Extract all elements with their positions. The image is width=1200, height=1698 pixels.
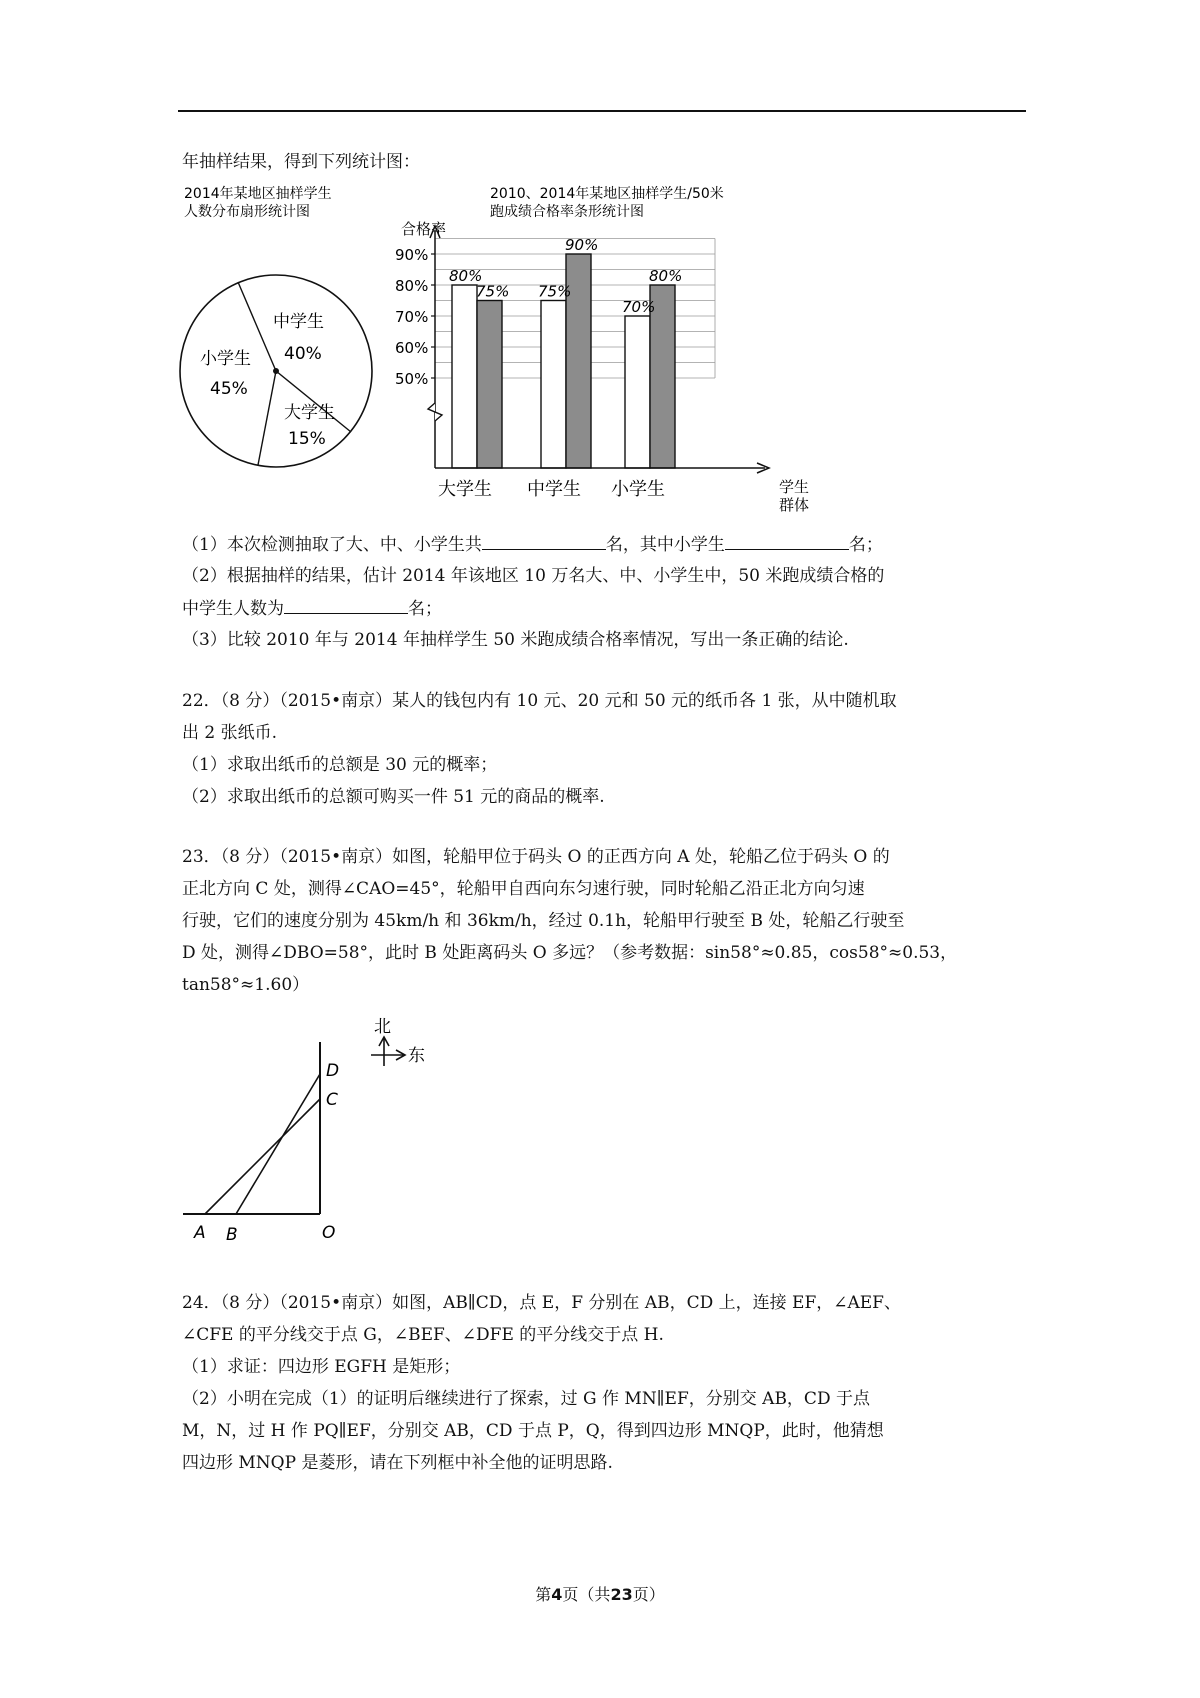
bar-category-label: 大学生 <box>438 479 492 500</box>
pie-label-primary-school: 小学生 <box>200 349 251 369</box>
q22-part2: （2）求取出纸币的总额可购买一件 51 元的商品的概率. <box>182 787 605 807</box>
point-D-label: D <box>326 1061 340 1081</box>
bar-axis-break <box>428 403 442 421</box>
bar-xlabel-line1: 学生 <box>779 478 810 496</box>
page-footer <box>0 1582 1200 1605</box>
q21-part2-line2 <box>182 597 442 620</box>
pie-percent-middle-school: 40% <box>284 344 322 364</box>
q21-part1-c: 名； <box>848 535 883 555</box>
q21-part1-a: （1）本次检测抽取了大、中、小学生共 <box>182 535 482 555</box>
footer-total-pages: 23 <box>610 1585 633 1604</box>
pie-chart <box>178 180 388 470</box>
q23-line3: 行驶，它们的速度分别为 45km/h 和 36km/h，经过 0.1h，轮船甲行驶至 B 处，轮船乙行驶至 <box>182 911 905 931</box>
q21-part1 <box>182 533 883 556</box>
q21-part2-line1: （2）根据抽样的结果，估计 2014 年该地区 10 万名大、中、小学生中，50 米跑成绩合格的 <box>182 566 885 586</box>
footer-page-number: 4 <box>551 1585 563 1604</box>
bar-data-label: 80% <box>449 267 483 285</box>
bar-0-0 <box>452 285 477 468</box>
footer-prefix: 第 <box>535 1585 552 1604</box>
bar-data-label: 75% <box>538 282 572 301</box>
q21-part2-b: 名； <box>408 599 442 619</box>
q24-line2: ∠CFE 的平分线交于点 G，∠BEF、∠DFE 的平分线交于点 H. <box>182 1325 664 1345</box>
q22-line1: 22．（8 分）（2015•南京）某人的钱包内有 10 元、20 元和 50 元的纸币各 1 张，从中随机取 <box>182 691 897 711</box>
pie-percent-primary-school: 45% <box>210 379 248 399</box>
bar-0-1 <box>477 301 502 469</box>
header-rule <box>178 110 1026 112</box>
bar-title-line2: 跑成绩合格率条形统计图 <box>490 204 644 220</box>
bar-ylabel: 合格率 <box>401 220 447 238</box>
intro-text: 年抽样结果，得到下列统计图： <box>182 152 420 172</box>
bar-chart <box>395 180 835 520</box>
q23-line1: 23．（8 分）（2015•南京）如图，轮船甲位于码头 O 的正西方向 A 处，轮船乙位于码头 O 的 <box>182 847 890 867</box>
bar-data-label: 70% <box>622 298 656 316</box>
bar-data-label: 75% <box>476 282 510 301</box>
line-BD <box>236 1074 320 1214</box>
q23-line5: tan58°≈1.60） <box>182 975 310 995</box>
q21-part3: （3）比较 2010 年与 2014 年抽样学生 50 米跑成绩合格率情况，写出一条正确的结论. <box>182 630 849 650</box>
bar-xlabel-line2: 群体 <box>779 496 810 514</box>
q24-part2-line1: （2）小明在完成（1）的证明后继续进行了探索，过 G 作 MN∥EF，分别交 AB，CD 于点 <box>182 1389 870 1409</box>
bar-ytick-label: 90% <box>395 246 429 264</box>
bar-category-label: 中学生 <box>527 479 581 500</box>
q24-line1: 24．（8 分）（2015•南京）如图，AB∥CD，点 E，F 分别在 AB，CD 上，连接 EF，∠AEF、 <box>182 1293 901 1313</box>
q21-blank-primary[interactable] <box>725 533 849 550</box>
point-A-label: A <box>194 1223 206 1243</box>
footer-mid: 页（共 <box>562 1585 611 1604</box>
q21-part1-b: 名，其中小学生 <box>605 535 725 555</box>
footer-suffix: 页） <box>632 1585 665 1604</box>
q21-blank-middle[interactable] <box>284 597 408 614</box>
pie-title-line1: 2014年某地区抽样学生 <box>184 186 332 202</box>
bar-2-0 <box>625 316 650 468</box>
q24-part2-line2: M，N，过 H 作 PQ∥EF，分别交 AB，CD 于点 P，Q，得到四边形 MNQP，此时，他猜想 <box>182 1421 884 1441</box>
bar-ytick-label: 70% <box>395 308 429 326</box>
q24-part1: （1）求证：四边形 EGFH 是矩形； <box>182 1357 461 1377</box>
q24-part2-line3: 四边形 MNQP 是菱形，请在下列框中补全他的证明思路. <box>182 1453 613 1473</box>
bar-data-label: 80% <box>649 267 683 285</box>
q23-line4: D 处，测得∠DBO=58°，此时 B 处距离码头 O 多远？（参考数据：sin58°≈0.85，cos58°≈0.53， <box>182 943 958 963</box>
point-C-label: C <box>326 1090 338 1110</box>
q22-part1: （1）求取出纸币的总额是 30 元的概率； <box>182 755 498 775</box>
bar-ytick-label: 80% <box>395 277 429 295</box>
q23-figure <box>178 1010 448 1250</box>
pie-center-dot <box>273 368 279 374</box>
point-O-label: O <box>322 1223 336 1243</box>
bar-1-0 <box>541 301 566 469</box>
bar-category-label: 小学生 <box>611 479 665 500</box>
pie-label-middle-school: 中学生 <box>273 312 324 332</box>
bar-ytick-label: 50% <box>395 370 429 388</box>
q21-part2-a: 中学生人数为 <box>182 599 284 619</box>
bar-title-line1: 2010、2014年某地区抽样学生/50米 <box>490 186 724 202</box>
q23-line2: 正北方向 C 处，测得∠CAO=45°，轮船甲自西向东匀速行驶，同时轮船乙沿正北方向匀速 <box>182 879 865 899</box>
pie-label-university: 大学生 <box>284 403 335 423</box>
pie-title-line2: 人数分布扇形统计图 <box>184 204 310 220</box>
line-AC <box>205 1099 320 1214</box>
bar-ytick-label: 60% <box>395 339 429 357</box>
compass-east-label: 东 <box>408 1046 425 1066</box>
q21-blank-total[interactable] <box>482 533 606 550</box>
q22-line2: 出 2 张纸币. <box>182 723 278 743</box>
pie-percent-university: 15% <box>288 429 326 449</box>
bar-data-label: 90% <box>565 236 599 254</box>
compass-north-label: 北 <box>374 1017 391 1037</box>
point-B-label: B <box>226 1225 238 1245</box>
